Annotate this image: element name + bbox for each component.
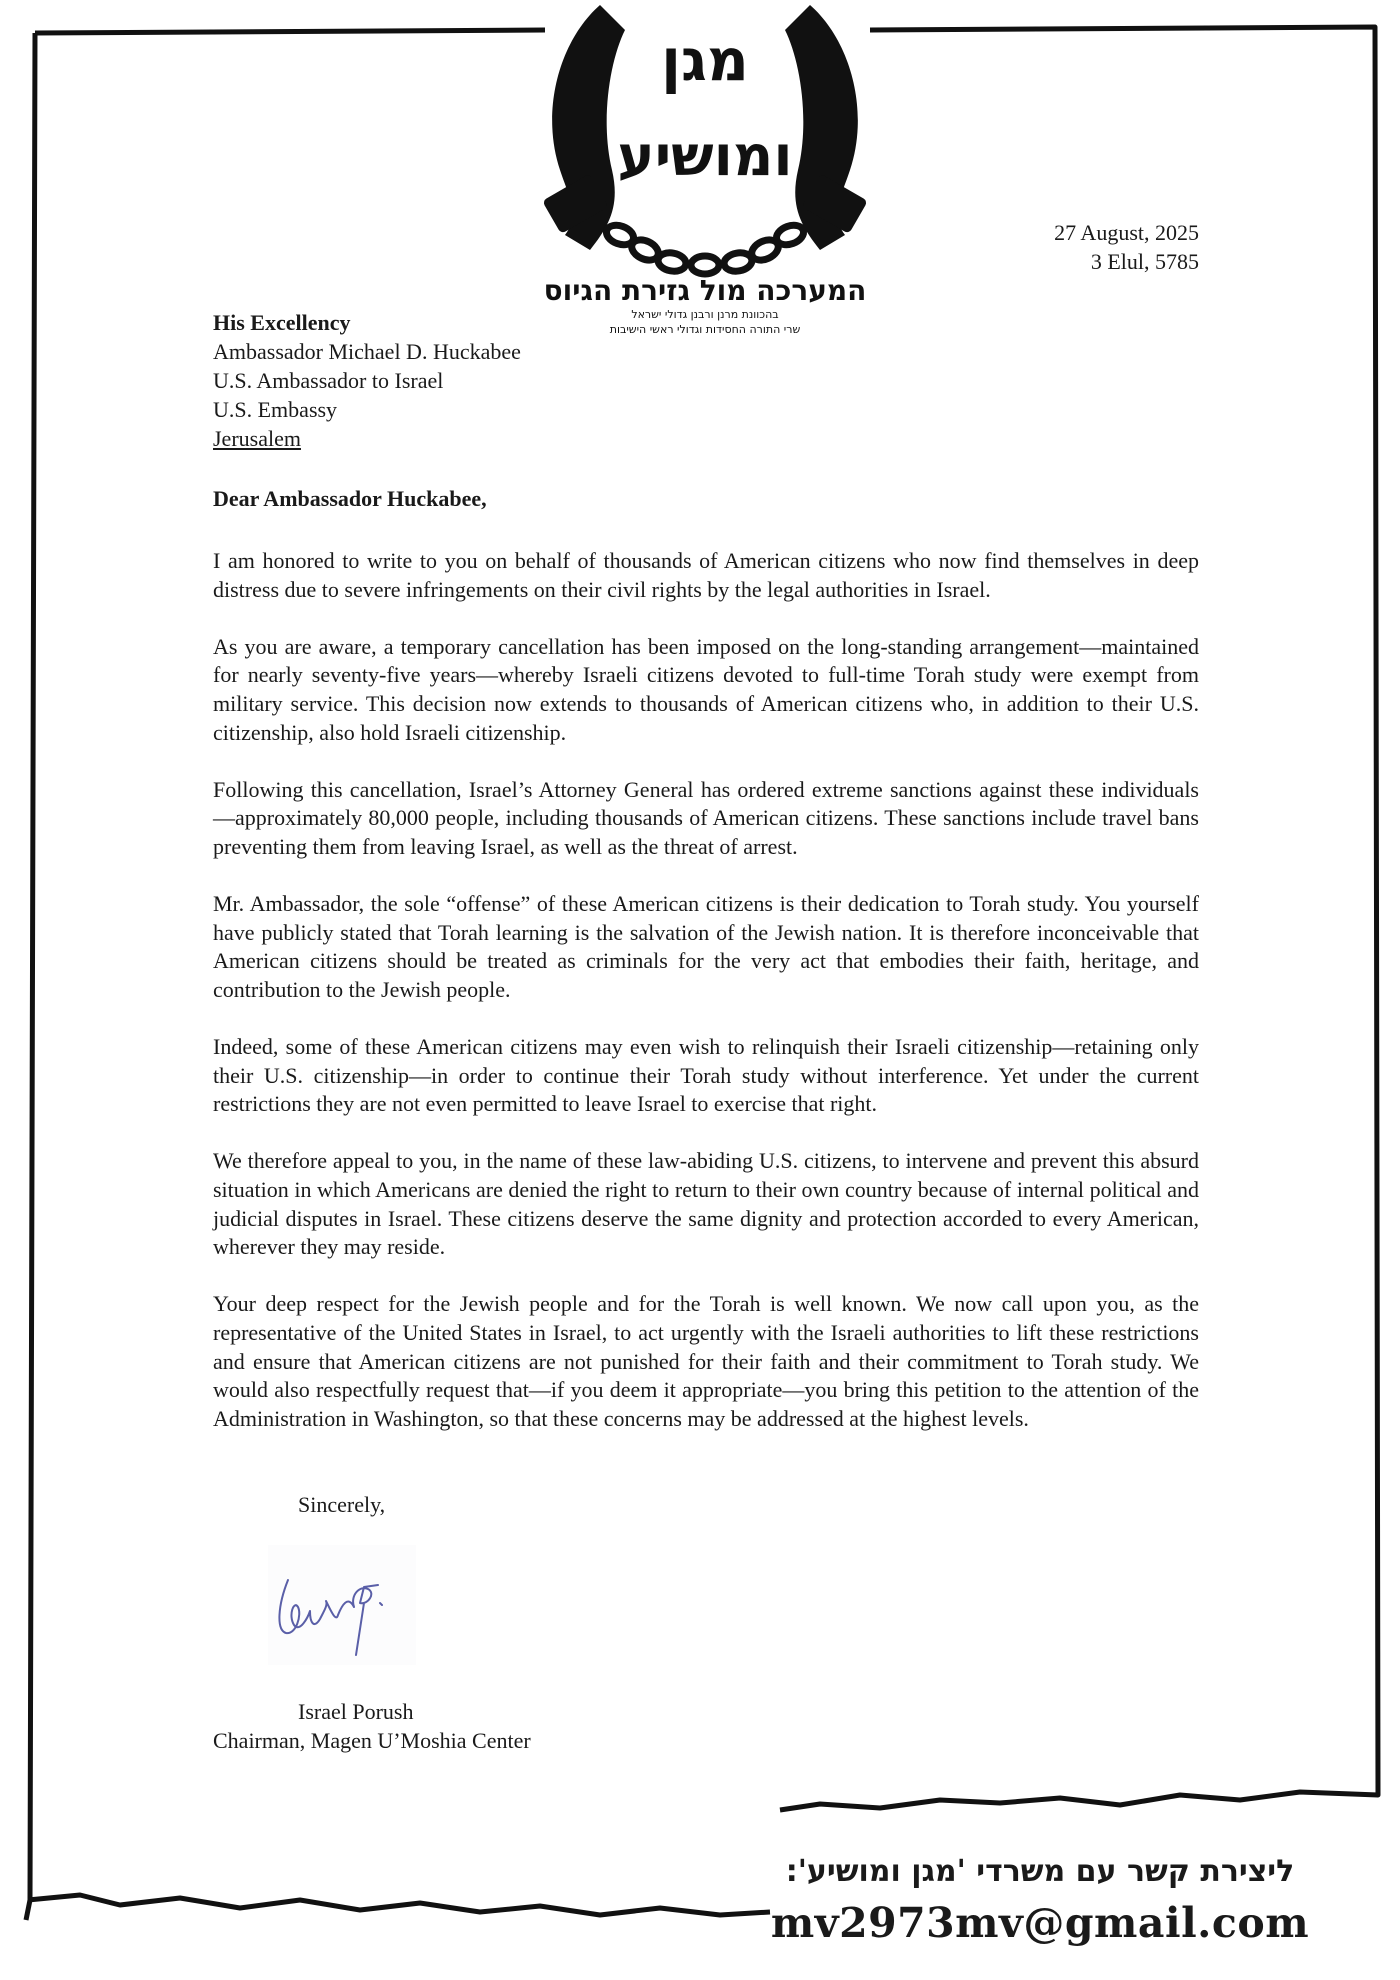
logo-tagline: המערכה מול גזירת הגיוס: [543, 274, 867, 307]
chain-icon: [604, 222, 806, 274]
recipient-city: Jerusalem: [213, 426, 301, 451]
signer-name: Israel Porush: [298, 1699, 414, 1724]
paragraph: I am honored to write to you on behalf of thousands of American citizens who now find themselves in deep distress due to severe infringements on their civil rights by the legal authorities in Israel.: [213, 548, 1199, 602]
signer-title: Chairman, Magen U’Moshia Center: [213, 1728, 531, 1753]
recipient-title: U.S. Ambassador to Israel: [213, 368, 444, 393]
paragraph: Mr. Ambassador, the sole “offense” of these American citizens is their dedication to Torah study. You yourself have publicly stated that Torah learning is the salvation of the Jewish nation. It is therefore inconceivable that American citizens should be treated as criminals for the very act that embodies their faith, heritage, and contribution to the Jewish people.: [213, 891, 1199, 1002]
date-gregorian: 27 August, 2025: [1054, 220, 1199, 245]
paragraph: We therefore appeal to you, in the name of these law-abiding U.S. citizens, to intervene and prevent this absurd situation in which Americans are denied the right to return to their own country because of internal political and judicial disputes in Israel. These citizens deserve the same dignity and protection accorded to every American, wherever they may reside.: [213, 1148, 1199, 1260]
handwritten-signature: [268, 1545, 416, 1665]
letter-body: [213, 547, 1199, 1462]
contact-footer: [770, 1854, 1310, 1947]
paragraph: As you are aware, a temporary cancellation has been imposed on the long-standing arrangement—maintained for nearly seventy-five years—whereby Israeli citizens devoted to full-time Torah study were exempt from military service. This decision now extends to thousands of American citizens who, in addition to their U.S. citizenship, also hold Israeli citizenship.: [213, 633, 1199, 745]
magen-umoshia-logo: [530, 0, 880, 350]
salutation: Dear Ambassador Huckabee,: [213, 486, 487, 511]
logo-title-line1: מגן: [661, 26, 749, 94]
paragraph: Indeed, some of these American citizens may even wish to relinquish their Israeli citizenship—retaining only their U.S. citizenship—in order to continue their Torah study without interference. Yet under the current restrictions they are not even permitted to leave Israel to exercise that right.: [213, 1034, 1199, 1117]
paragraph: Your deep respect for the Jewish people and for the Torah is well known. We now call upon you, as the representative of the United States in Israel, to act urgently with the Israeli authorities to lift these restrictions and ensure that American citizens are not punished for their faith and their commitment to Torah study. We would also respectfully request that—if you deem it appropriate—you bring this petition to the attention of the Administration in Washington, so that these concerns may be addressed at the highest levels.: [213, 1291, 1199, 1431]
logo-title-line2: ומושיע: [617, 124, 793, 189]
recipient-address: [213, 308, 521, 453]
logo-subline1: בהכוונת מרנן ורבנן גדולי ישראל: [631, 308, 779, 321]
contact-label: ליצירת קשר עם משרדי 'מגן ומושיע':: [785, 1854, 1295, 1889]
contact-email[interactable]: mv2973mv@gmail.com: [770, 1899, 1310, 1947]
recipient-organization: U.S. Embassy: [213, 397, 338, 422]
date-block: [1054, 218, 1199, 276]
date-hebrew: 3 Elul, 5785: [1090, 249, 1199, 274]
closing: Sincerely,: [298, 1492, 386, 1517]
recipient-name: Ambassador Michael D. Huckabee: [213, 339, 521, 364]
logo-subline2: שרי התורה החסידות וגדולי ראשי הישיבות: [609, 323, 801, 336]
signer-block: [213, 1697, 531, 1755]
paragraph: Following this cancellation, Israel’s Attorney General has ordered extreme sanctions against these individuals—approximately 80,000 people, including thousands of American citizens. These sanctions include travel bans preventing them from leaving Israel, as well as the threat of arrest.: [213, 776, 1199, 859]
recipient-honorific: His Excellency: [213, 310, 351, 335]
